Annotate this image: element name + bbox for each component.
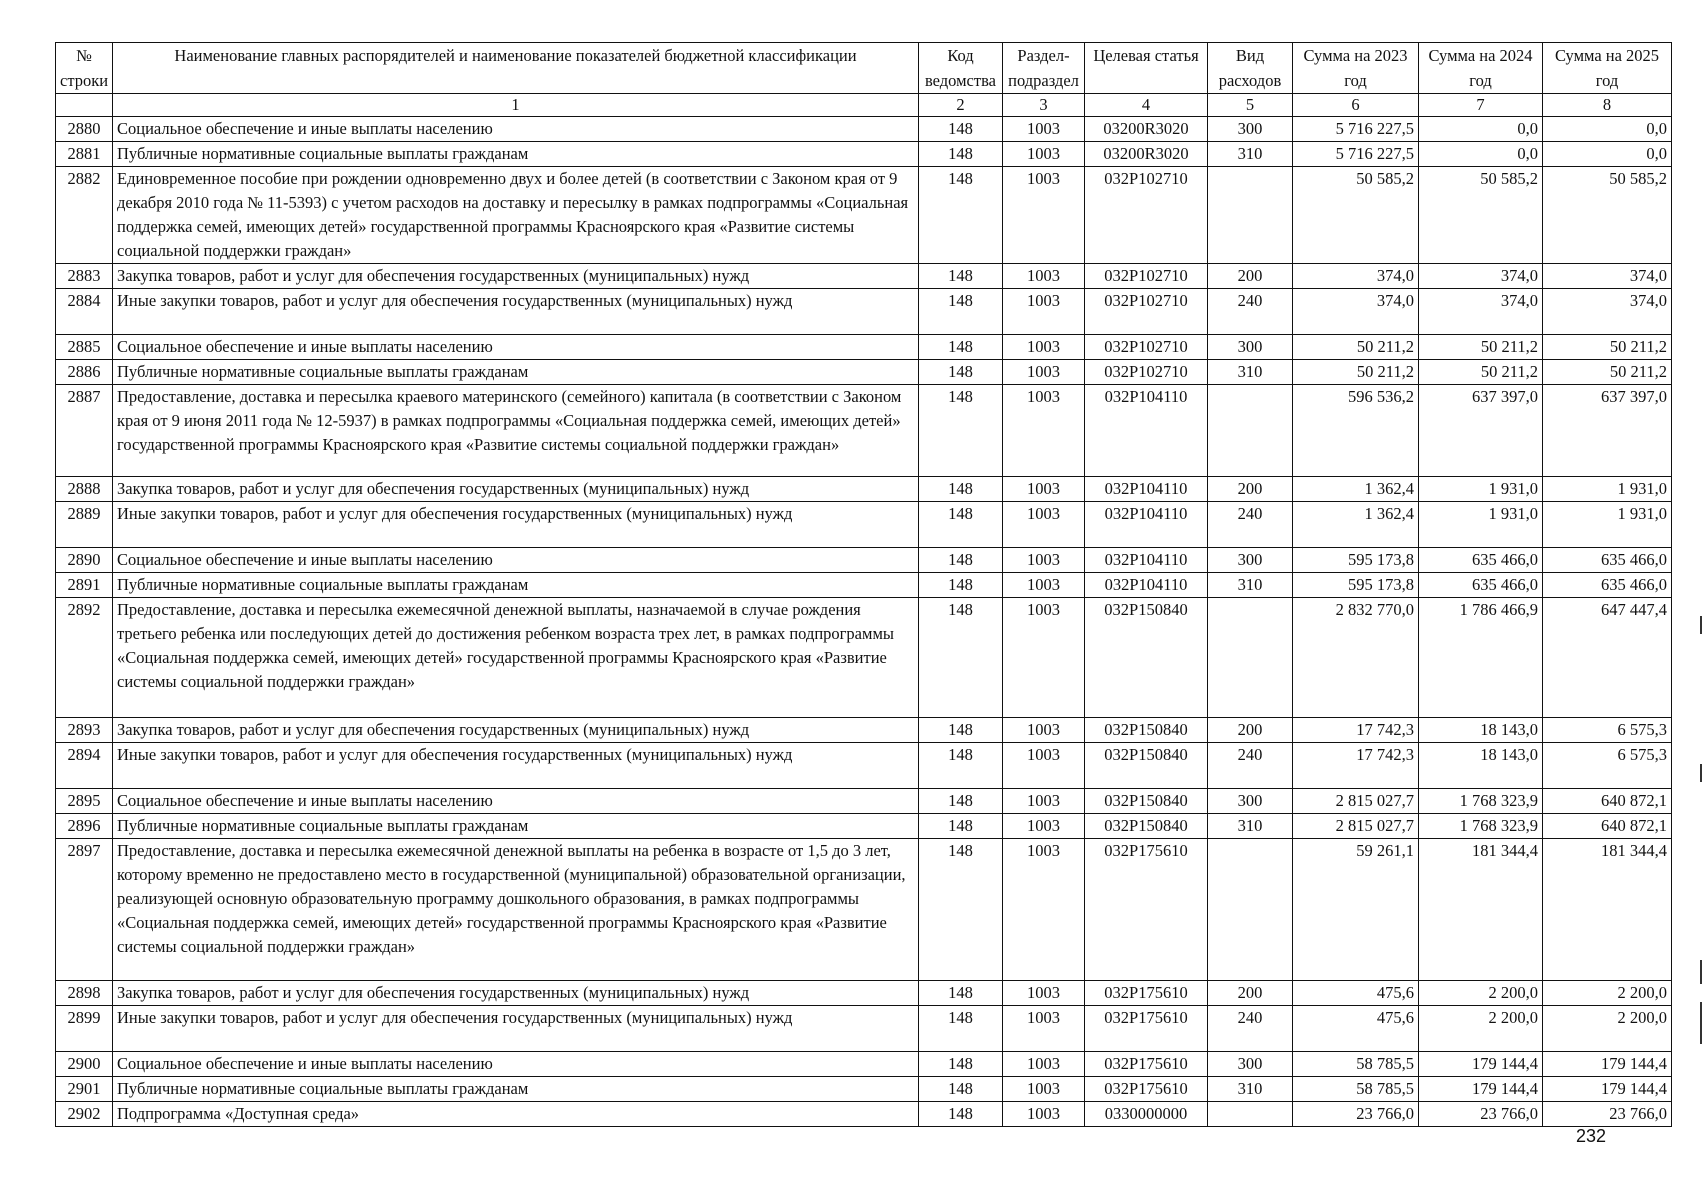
sum-2023: 50 211,2 [1293,335,1419,360]
sum-2025: 2 200,0 [1543,981,1672,1006]
column-number: 6 [1293,94,1419,117]
row-name: Закупка товаров, работ и услуг для обеспечения государственных (муниципальных) нужд [113,718,919,743]
table-row [56,839,1672,981]
row-number: 2886 [56,360,113,385]
expense-type: 200 [1208,981,1293,1006]
row-number: 2900 [56,1052,113,1077]
header-row-number: № строки [56,43,113,94]
table-row [56,743,1672,789]
table-row [56,385,1672,477]
table-row [56,477,1672,502]
sum-2025: 50 211,2 [1543,335,1672,360]
section-code: 1003 [1003,598,1085,718]
sum-2023: 374,0 [1293,264,1419,289]
target-article: 032P150840 [1085,718,1208,743]
target-article: 032P102710 [1085,264,1208,289]
sum-2024: 1 786 466,9 [1419,598,1543,718]
row-number: 2897 [56,839,113,981]
sum-2025: 2 200,0 [1543,1006,1672,1052]
sum-2023: 1 362,4 [1293,477,1419,502]
row-number: 2902 [56,1102,113,1127]
scan-edge-mark [1700,960,1702,984]
row-number: 2880 [56,117,113,142]
table-row [56,814,1672,839]
sum-2024: 18 143,0 [1419,718,1543,743]
dept-code: 148 [919,743,1003,789]
sum-2023: 595 173,8 [1293,548,1419,573]
sum-2023: 17 742,3 [1293,718,1419,743]
table-row [56,335,1672,360]
dept-code: 148 [919,1077,1003,1102]
header-sum-2023: Сумма на 2023 год [1293,43,1419,94]
row-number: 2892 [56,598,113,718]
row-name: Закупка товаров, работ и услуг для обеспечения государственных (муниципальных) нужд [113,981,919,1006]
section-code: 1003 [1003,289,1085,335]
dept-code: 148 [919,167,1003,264]
table-row [56,167,1672,264]
target-article: 032P102710 [1085,335,1208,360]
table-header [56,43,1672,117]
target-article: 032P104110 [1085,477,1208,502]
sum-2023: 17 742,3 [1293,743,1419,789]
sum-2025: 1 931,0 [1543,477,1672,502]
sum-2023: 475,6 [1293,1006,1419,1052]
row-number: 2884 [56,289,113,335]
section-code: 1003 [1003,117,1085,142]
row-name: Публичные нормативные социальные выплаты гражданам [113,360,919,385]
sum-2025: 637 397,0 [1543,385,1672,477]
table-row [56,789,1672,814]
section-code: 1003 [1003,1052,1085,1077]
section-code: 1003 [1003,548,1085,573]
dept-code: 148 [919,335,1003,360]
table-row [56,1102,1672,1127]
column-number: 5 [1208,94,1293,117]
table-body [56,117,1672,1127]
target-article: 032P104110 [1085,502,1208,548]
dept-code: 148 [919,1006,1003,1052]
sum-2023: 2 815 027,7 [1293,814,1419,839]
sum-2023: 59 261,1 [1293,839,1419,981]
section-code: 1003 [1003,789,1085,814]
table-row [56,1052,1672,1077]
section-code: 1003 [1003,360,1085,385]
header-sum-2024: Сумма на 2024 год [1419,43,1543,94]
row-name: Публичные нормативные социальные выплаты гражданам [113,1077,919,1102]
sum-2024: 2 200,0 [1419,1006,1543,1052]
expense-type [1208,1102,1293,1127]
dept-code: 148 [919,502,1003,548]
expense-type: 200 [1208,477,1293,502]
expense-type: 240 [1208,1006,1293,1052]
sum-2025: 0,0 [1543,142,1672,167]
row-name: Закупка товаров, работ и услуг для обеспечения государственных (муниципальных) нужд [113,264,919,289]
target-article: 032P150840 [1085,789,1208,814]
column-number [56,94,113,117]
target-article: 032P175610 [1085,981,1208,1006]
expense-type: 200 [1208,264,1293,289]
section-code: 1003 [1003,718,1085,743]
sum-2024: 0,0 [1419,117,1543,142]
expense-type: 310 [1208,142,1293,167]
target-article: 03200R3020 [1085,142,1208,167]
target-article: 032P175610 [1085,839,1208,981]
row-name: Закупка товаров, работ и услуг для обеспечения государственных (муниципальных) нужд [113,477,919,502]
header-name: Наименование главных распорядителей и наименование показателей бюджетной классификации [113,43,919,94]
row-name: Иные закупки товаров, работ и услуг для обеспечения государственных (муниципальных) нужд [113,289,919,335]
header-expense-type: Вид расходов [1208,43,1293,94]
dept-code: 148 [919,718,1003,743]
row-number: 2898 [56,981,113,1006]
sum-2024: 635 466,0 [1419,573,1543,598]
row-name: Публичные нормативные социальные выплаты гражданам [113,142,919,167]
sum-2023: 595 173,8 [1293,573,1419,598]
sum-2023: 2 815 027,7 [1293,789,1419,814]
section-code: 1003 [1003,981,1085,1006]
page-number: 232 [1576,1126,1607,1146]
sum-2024: 637 397,0 [1419,385,1543,477]
column-numbers-row [56,94,1672,117]
sum-2023: 58 785,5 [1293,1077,1419,1102]
sum-2024: 2 200,0 [1419,981,1543,1006]
sum-2023: 475,6 [1293,981,1419,1006]
sum-2024: 179 144,4 [1419,1077,1543,1102]
header-sum-2025: Сумма на 2025 год [1543,43,1672,94]
sum-2025: 640 872,1 [1543,814,1672,839]
dept-code: 148 [919,117,1003,142]
target-article: 032P175610 [1085,1077,1208,1102]
table-row [56,718,1672,743]
dept-code: 148 [919,477,1003,502]
column-number: 1 [113,94,919,117]
sum-2023: 2 832 770,0 [1293,598,1419,718]
sum-2025: 50 585,2 [1543,167,1672,264]
target-article: 032P104110 [1085,573,1208,598]
column-number: 4 [1085,94,1208,117]
table-row [56,1077,1672,1102]
expense-type: 300 [1208,1052,1293,1077]
dept-code: 148 [919,814,1003,839]
sum-2024: 374,0 [1419,264,1543,289]
row-number: 2896 [56,814,113,839]
expense-type [1208,167,1293,264]
section-code: 1003 [1003,573,1085,598]
row-name: Социальное обеспечение и иные выплаты населению [113,117,919,142]
row-number: 2894 [56,743,113,789]
expense-type: 300 [1208,117,1293,142]
target-article: 0330000000 [1085,1102,1208,1127]
scan-edge-mark [1700,764,1702,782]
sum-2024: 635 466,0 [1419,548,1543,573]
column-number: 7 [1419,94,1543,117]
row-number: 2882 [56,167,113,264]
section-code: 1003 [1003,1077,1085,1102]
sum-2023: 50 211,2 [1293,360,1419,385]
sum-2024: 1 931,0 [1419,502,1543,548]
section-code: 1003 [1003,502,1085,548]
sum-2025: 0,0 [1543,117,1672,142]
sum-2025: 181 344,4 [1543,839,1672,981]
sum-2024: 50 211,2 [1419,335,1543,360]
row-number: 2885 [56,335,113,360]
target-article: 032P175610 [1085,1006,1208,1052]
expense-type: 240 [1208,743,1293,789]
row-number: 2895 [56,789,113,814]
section-code: 1003 [1003,385,1085,477]
section-code: 1003 [1003,839,1085,981]
table-row [56,598,1672,718]
sum-2024: 50 585,2 [1419,167,1543,264]
table-row [56,117,1672,142]
sum-2024: 1 931,0 [1419,477,1543,502]
table-row [56,573,1672,598]
expense-type: 240 [1208,289,1293,335]
dept-code: 148 [919,981,1003,1006]
dept-code: 148 [919,1102,1003,1127]
row-name: Единовременное пособие при рождении одновременно двух и более детей (в соответствии с Законом края от 9 декабря 2010 года № 11-5393) с учетом расходов на доставку и пересылку в рамках подпрограммы «Социальная поддержка семей, имеющих детей» государственной программы Красноярского края «Развитие системы социальной поддержки граждан» [113,167,919,264]
dept-code: 148 [919,289,1003,335]
row-number: 2899 [56,1006,113,1052]
sum-2023: 58 785,5 [1293,1052,1419,1077]
table-row [56,289,1672,335]
sum-2023: 374,0 [1293,289,1419,335]
row-number: 2890 [56,548,113,573]
section-code: 1003 [1003,1006,1085,1052]
target-article: 032P150840 [1085,814,1208,839]
header-dept-code: Код ведомства [919,43,1003,94]
header-target: Целевая статья [1085,43,1208,94]
target-article: 032P102710 [1085,289,1208,335]
sum-2023: 50 585,2 [1293,167,1419,264]
dept-code: 148 [919,264,1003,289]
row-name: Социальное обеспечение и иные выплаты населению [113,789,919,814]
target-article: 032P150840 [1085,743,1208,789]
sum-2025: 635 466,0 [1543,548,1672,573]
section-code: 1003 [1003,743,1085,789]
row-name: Подпрограмма «Доступная среда» [113,1102,919,1127]
header-section: Раздел-подраздел [1003,43,1085,94]
row-name: Иные закупки товаров, работ и услуг для обеспечения государственных (муниципальных) нужд [113,502,919,548]
dept-code: 148 [919,598,1003,718]
dept-code: 148 [919,360,1003,385]
row-number: 2891 [56,573,113,598]
row-name: Иные закупки товаров, работ и услуг для обеспечения государственных (муниципальных) нужд [113,743,919,789]
sum-2024: 179 144,4 [1419,1052,1543,1077]
sum-2023: 1 362,4 [1293,502,1419,548]
section-code: 1003 [1003,477,1085,502]
target-article: 032P104110 [1085,385,1208,477]
sum-2024: 1 768 323,9 [1419,789,1543,814]
column-number: 2 [919,94,1003,117]
sum-2025: 1 931,0 [1543,502,1672,548]
target-article: 032P150840 [1085,598,1208,718]
row-number: 2893 [56,718,113,743]
row-name: Предоставление, доставка и пересылка краевого материнского (семейного) капитала (в соответствии с Законом края от 9 июня 2011 года № 12-5937) в рамках подпрограммы «Социальная поддержка семей, имеющих детей» государственной программы Красноярского края «Развитие системы социальной поддержки граждан» [113,385,919,477]
sum-2025: 640 872,1 [1543,789,1672,814]
section-code: 1003 [1003,335,1085,360]
expense-type: 310 [1208,1077,1293,1102]
sum-2025: 23 766,0 [1543,1102,1672,1127]
section-code: 1003 [1003,814,1085,839]
sum-2024: 50 211,2 [1419,360,1543,385]
column-number: 8 [1543,94,1672,117]
expense-type [1208,598,1293,718]
budget-table [55,42,1672,1127]
expense-type: 240 [1208,502,1293,548]
expense-type: 310 [1208,360,1293,385]
dept-code: 148 [919,1052,1003,1077]
table-row [56,502,1672,548]
row-number: 2881 [56,142,113,167]
expense-type: 310 [1208,814,1293,839]
table-row [56,360,1672,385]
dept-code: 148 [919,385,1003,477]
scan-edge-mark [1700,616,1702,634]
sum-2023: 5 716 227,5 [1293,117,1419,142]
sum-2025: 374,0 [1543,264,1672,289]
row-name: Предоставление, доставка и пересылка ежемесячной денежной выплаты на ребенка в возрасте от 1,5 до 3 лет, которому временно не предоставлено место в государственной (муниципальной) образовательной организации, реализующей основную образовательную программу дошкольного образования, в рамках подпрограммы «Социальная поддержка семей, имеющих детей» государственной программы Красноярского края «Развитие системы социальной поддержки граждан» [113,839,919,981]
expense-type [1208,385,1293,477]
row-number: 2901 [56,1077,113,1102]
expense-type: 300 [1208,789,1293,814]
row-number: 2887 [56,385,113,477]
sum-2025: 179 144,4 [1543,1052,1672,1077]
row-name: Предоставление, доставка и пересылка ежемесячной денежной выплаты, назначаемой в случае рождения третьего ребенка или последующих детей до достижения ребенком возраста трех лет, в рамках подпрограммы «Социальная поддержка семей, имеющих детей» государственной программы Красноярского края «Развитие системы социальной поддержки граждан» [113,598,919,718]
dept-code: 148 [919,573,1003,598]
section-code: 1003 [1003,167,1085,264]
sum-2024: 374,0 [1419,289,1543,335]
expense-type [1208,839,1293,981]
sum-2023: 596 536,2 [1293,385,1419,477]
target-article: 032P104110 [1085,548,1208,573]
row-name: Социальное обеспечение и иные выплаты населению [113,1052,919,1077]
expense-type: 200 [1208,718,1293,743]
target-article: 032P102710 [1085,360,1208,385]
section-code: 1003 [1003,1102,1085,1127]
expense-type: 300 [1208,548,1293,573]
sum-2024: 0,0 [1419,142,1543,167]
sum-2023: 23 766,0 [1293,1102,1419,1127]
section-code: 1003 [1003,142,1085,167]
scan-edge-mark [1700,1002,1702,1044]
sum-2025: 635 466,0 [1543,573,1672,598]
row-name: Социальное обеспечение и иные выплаты населению [113,335,919,360]
table-row [56,1006,1672,1052]
column-number: 3 [1003,94,1085,117]
section-code: 1003 [1003,264,1085,289]
table-row [56,264,1672,289]
sum-2025: 374,0 [1543,289,1672,335]
table-row [56,981,1672,1006]
sum-2025: 647 447,4 [1543,598,1672,718]
row-name: Иные закупки товаров, работ и услуг для обеспечения государственных (муниципальных) нужд [113,1006,919,1052]
table-row [56,548,1672,573]
target-article: 032P175610 [1085,1052,1208,1077]
dept-code: 148 [919,789,1003,814]
sum-2024: 18 143,0 [1419,743,1543,789]
table-row [56,142,1672,167]
sum-2024: 181 344,4 [1419,839,1543,981]
row-number: 2889 [56,502,113,548]
sum-2025: 6 575,3 [1543,718,1672,743]
dept-code: 148 [919,839,1003,981]
dept-code: 148 [919,548,1003,573]
sum-2025: 6 575,3 [1543,743,1672,789]
expense-type: 310 [1208,573,1293,598]
row-number: 2883 [56,264,113,289]
target-article: 03200R3020 [1085,117,1208,142]
target-article: 032P102710 [1085,167,1208,264]
sum-2023: 5 716 227,5 [1293,142,1419,167]
sum-2024: 23 766,0 [1419,1102,1543,1127]
row-name: Публичные нормативные социальные выплаты гражданам [113,573,919,598]
sum-2024: 1 768 323,9 [1419,814,1543,839]
row-number: 2888 [56,477,113,502]
row-name: Социальное обеспечение и иные выплаты населению [113,548,919,573]
sum-2025: 179 144,4 [1543,1077,1672,1102]
row-name: Публичные нормативные социальные выплаты гражданам [113,814,919,839]
sum-2025: 50 211,2 [1543,360,1672,385]
expense-type: 300 [1208,335,1293,360]
dept-code: 148 [919,142,1003,167]
